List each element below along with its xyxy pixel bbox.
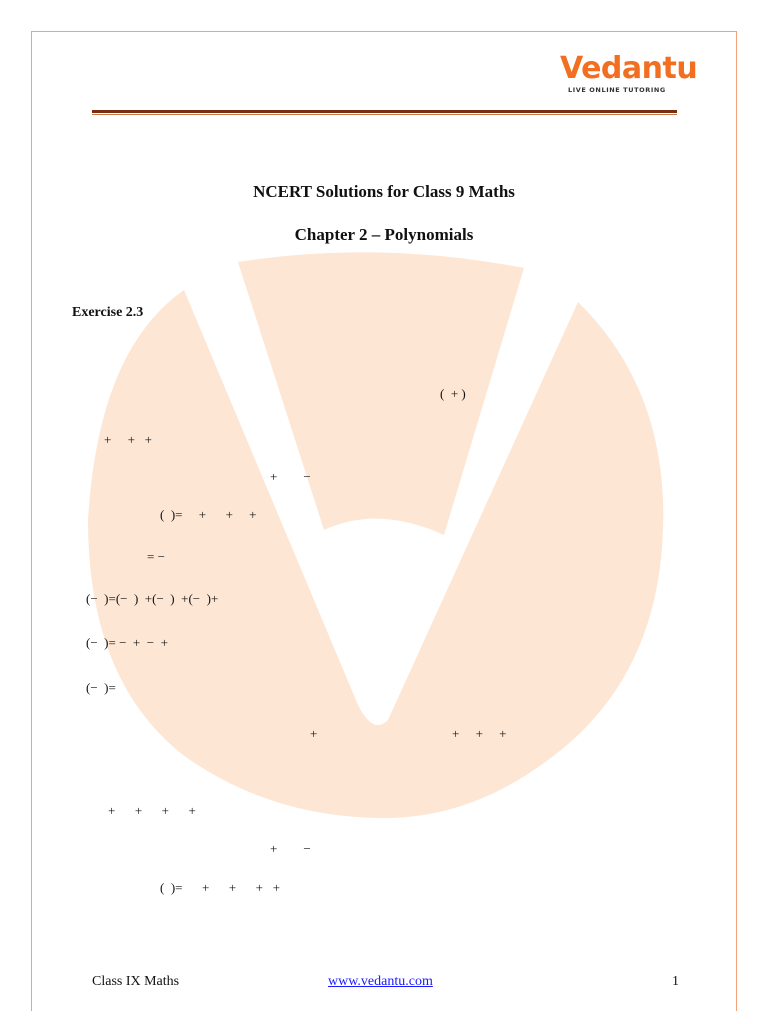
- math-line: (− )=: [86, 680, 116, 695]
- math-line: + + +: [104, 432, 152, 447]
- math-line: (− )= − + − +: [86, 635, 168, 650]
- math-line: +: [310, 726, 318, 741]
- footer-website-link[interactable]: www.vedantu.com: [328, 974, 433, 989]
- header-rule: [92, 110, 677, 113]
- vedantu-watermark-icon: [88, 250, 668, 820]
- math-line: + + + +: [108, 803, 196, 818]
- exercise-heading: Exercise 2.3: [72, 305, 144, 320]
- footer-class-label: Class IX Maths: [92, 974, 180, 989]
- math-line: = −: [147, 549, 165, 564]
- page-number: 1: [672, 974, 679, 989]
- math-line: ( )= + + +: [160, 507, 257, 522]
- math-line: (− )=(− ) +(− ) +(− )+: [86, 591, 219, 606]
- math-line: + −: [270, 469, 311, 484]
- math-line: + −: [270, 841, 311, 856]
- math-line: + + +: [452, 726, 507, 741]
- math-line: ( + ): [440, 386, 466, 401]
- header-rule-thin: [92, 114, 677, 115]
- logo-wordmark: Vedantu: [560, 51, 698, 86]
- math-line: ( )= + + + +: [160, 880, 281, 895]
- document-title: NCERT Solutions for Class 9 Maths: [253, 182, 515, 201]
- chapter-title: Chapter 2 – Polynomials: [294, 225, 474, 244]
- logo-tagline: LIVE ONLINE TUTORING: [568, 86, 666, 94]
- vedantu-logo: [560, 51, 698, 100]
